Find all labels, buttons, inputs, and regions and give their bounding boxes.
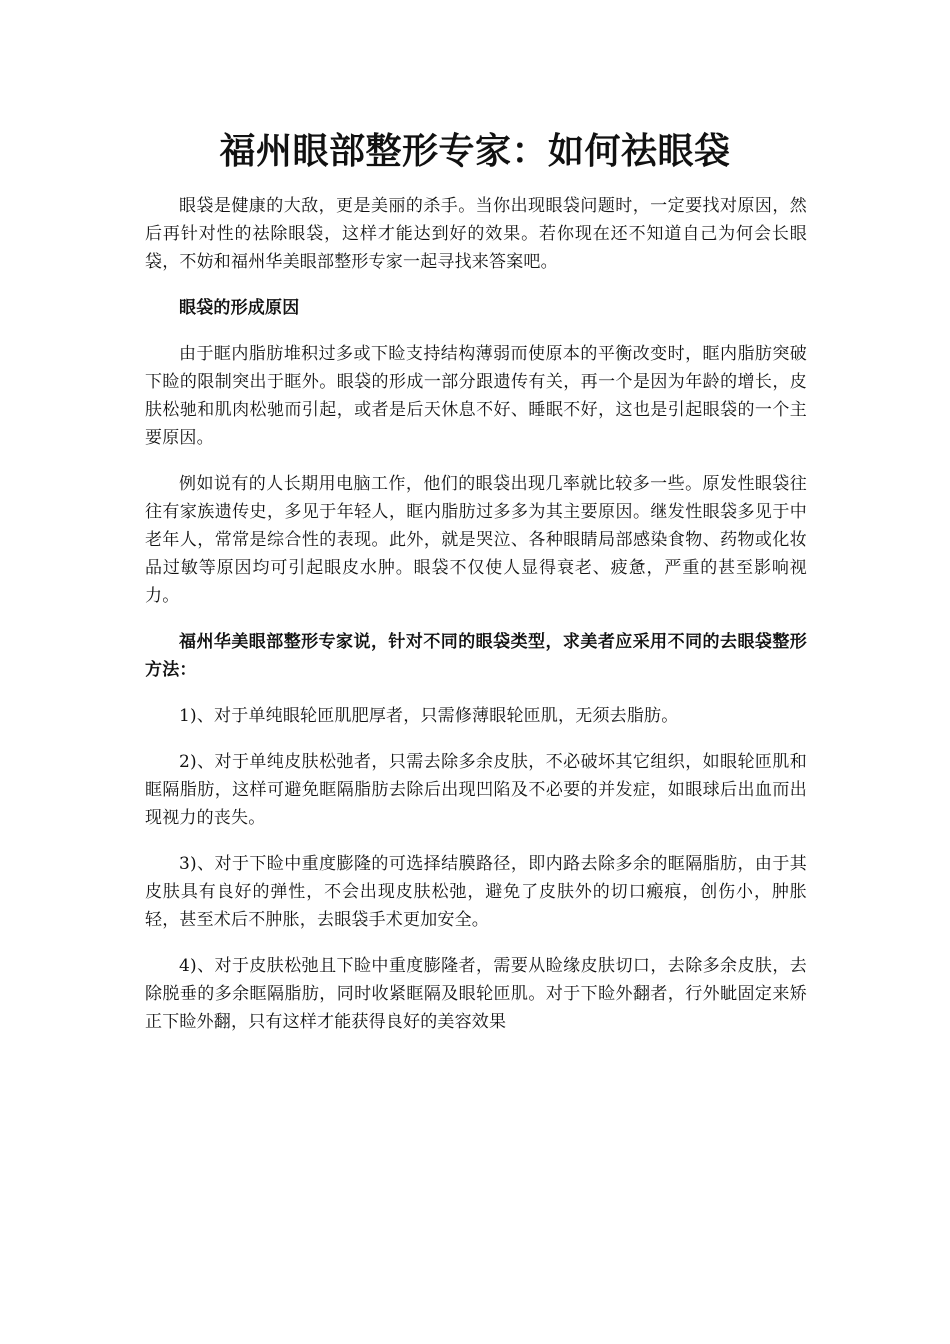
section-heading-methods: 福州华美眼部整形专家说，针对不同的眼袋类型，求美者应采用不同的去眼袋整形方法： (145, 632, 807, 680)
method-item-2: 2)、对于单纯皮肤松弛者，只需去除多余皮肤，不必破坏其它组织，如眼轮匝肌和眶隔脂肪，这样可避免眶隔脂肪去除后出现凹陷及不必要的并发症，如眼球后出血而出现视力的丧失。 (145, 752, 807, 828)
causes-paragraph: 由于眶内脂肪堆积过多或下睑支持结构薄弱而使原本的平衡改变时，眶内脂肪突破下睑的限制突出于眶外。眼袋的形成一部分跟遗传有关，再一个是因为年龄的增长，皮肤松驰和肌肉松驰而引起，或者是后天休息不好、睡眠不好，这也是引起眼袋的一个主要原因。 (145, 344, 807, 448)
examples-paragraph: 例如说有的人长期用电脑工作，他们的眼袋出现几率就比较多一些。原发性眼袋往往有家族遗传史，多见于年轻人，眶内脂肪过多多为其主要原因。继发性眼袋多见于中老年人，常常是综合性的表现。此外，就是哭泣、各种眼睛局部感染食物、药物或化妆品过敏等原因均可引起眼皮水肿。眼袋不仅使人显得衰老、疲惫，严重的甚至影响视力。 (145, 474, 807, 606)
method-item-1: 1)、对于单纯眼轮匝肌肥厚者，只需修薄眼轮匝肌，无须去脂肪。 (179, 706, 679, 726)
intro-paragraph: 眼袋是健康的大敌，更是美丽的杀手。当你出现眼袋问题时，一定要找对原因，然后再针对性的祛除眼袋，这样才能达到好的效果。若你现在还不知道自己为何会长眼袋，不妨和福州华美眼部整形专家一起寻找来答案吧。 (145, 196, 807, 272)
section-heading-causes: 眼袋的形成原因 (179, 298, 300, 318)
document-body (145, 192, 807, 1054)
page-title: 福州眼部整形专家：如何祛眼袋 (219, 130, 731, 172)
method-item-3: 3)、对于下睑中重度膨隆的可选择结膜路径，即内路去除多余的眶隔脂肪，由于其皮肤具有良好的弹性，不会出现皮肤松弛，避免了皮肤外的切口瘢痕，创伤小，肿胀轻，甚至术后不肿胀，去眼袋手术更加安全。 (145, 854, 807, 930)
method-item-4: 4)、对于皮肤松弛且下睑中重度膨隆者，需要从睑缘皮肤切口，去除多余皮肤，去除脱垂的多余眶隔脂肪，同时收紧眶隔及眼轮匝肌。对于下睑外翻者，行外眦固定来矫正下睑外翻，只有这样才能获得良好的美容效果 (145, 956, 807, 1032)
